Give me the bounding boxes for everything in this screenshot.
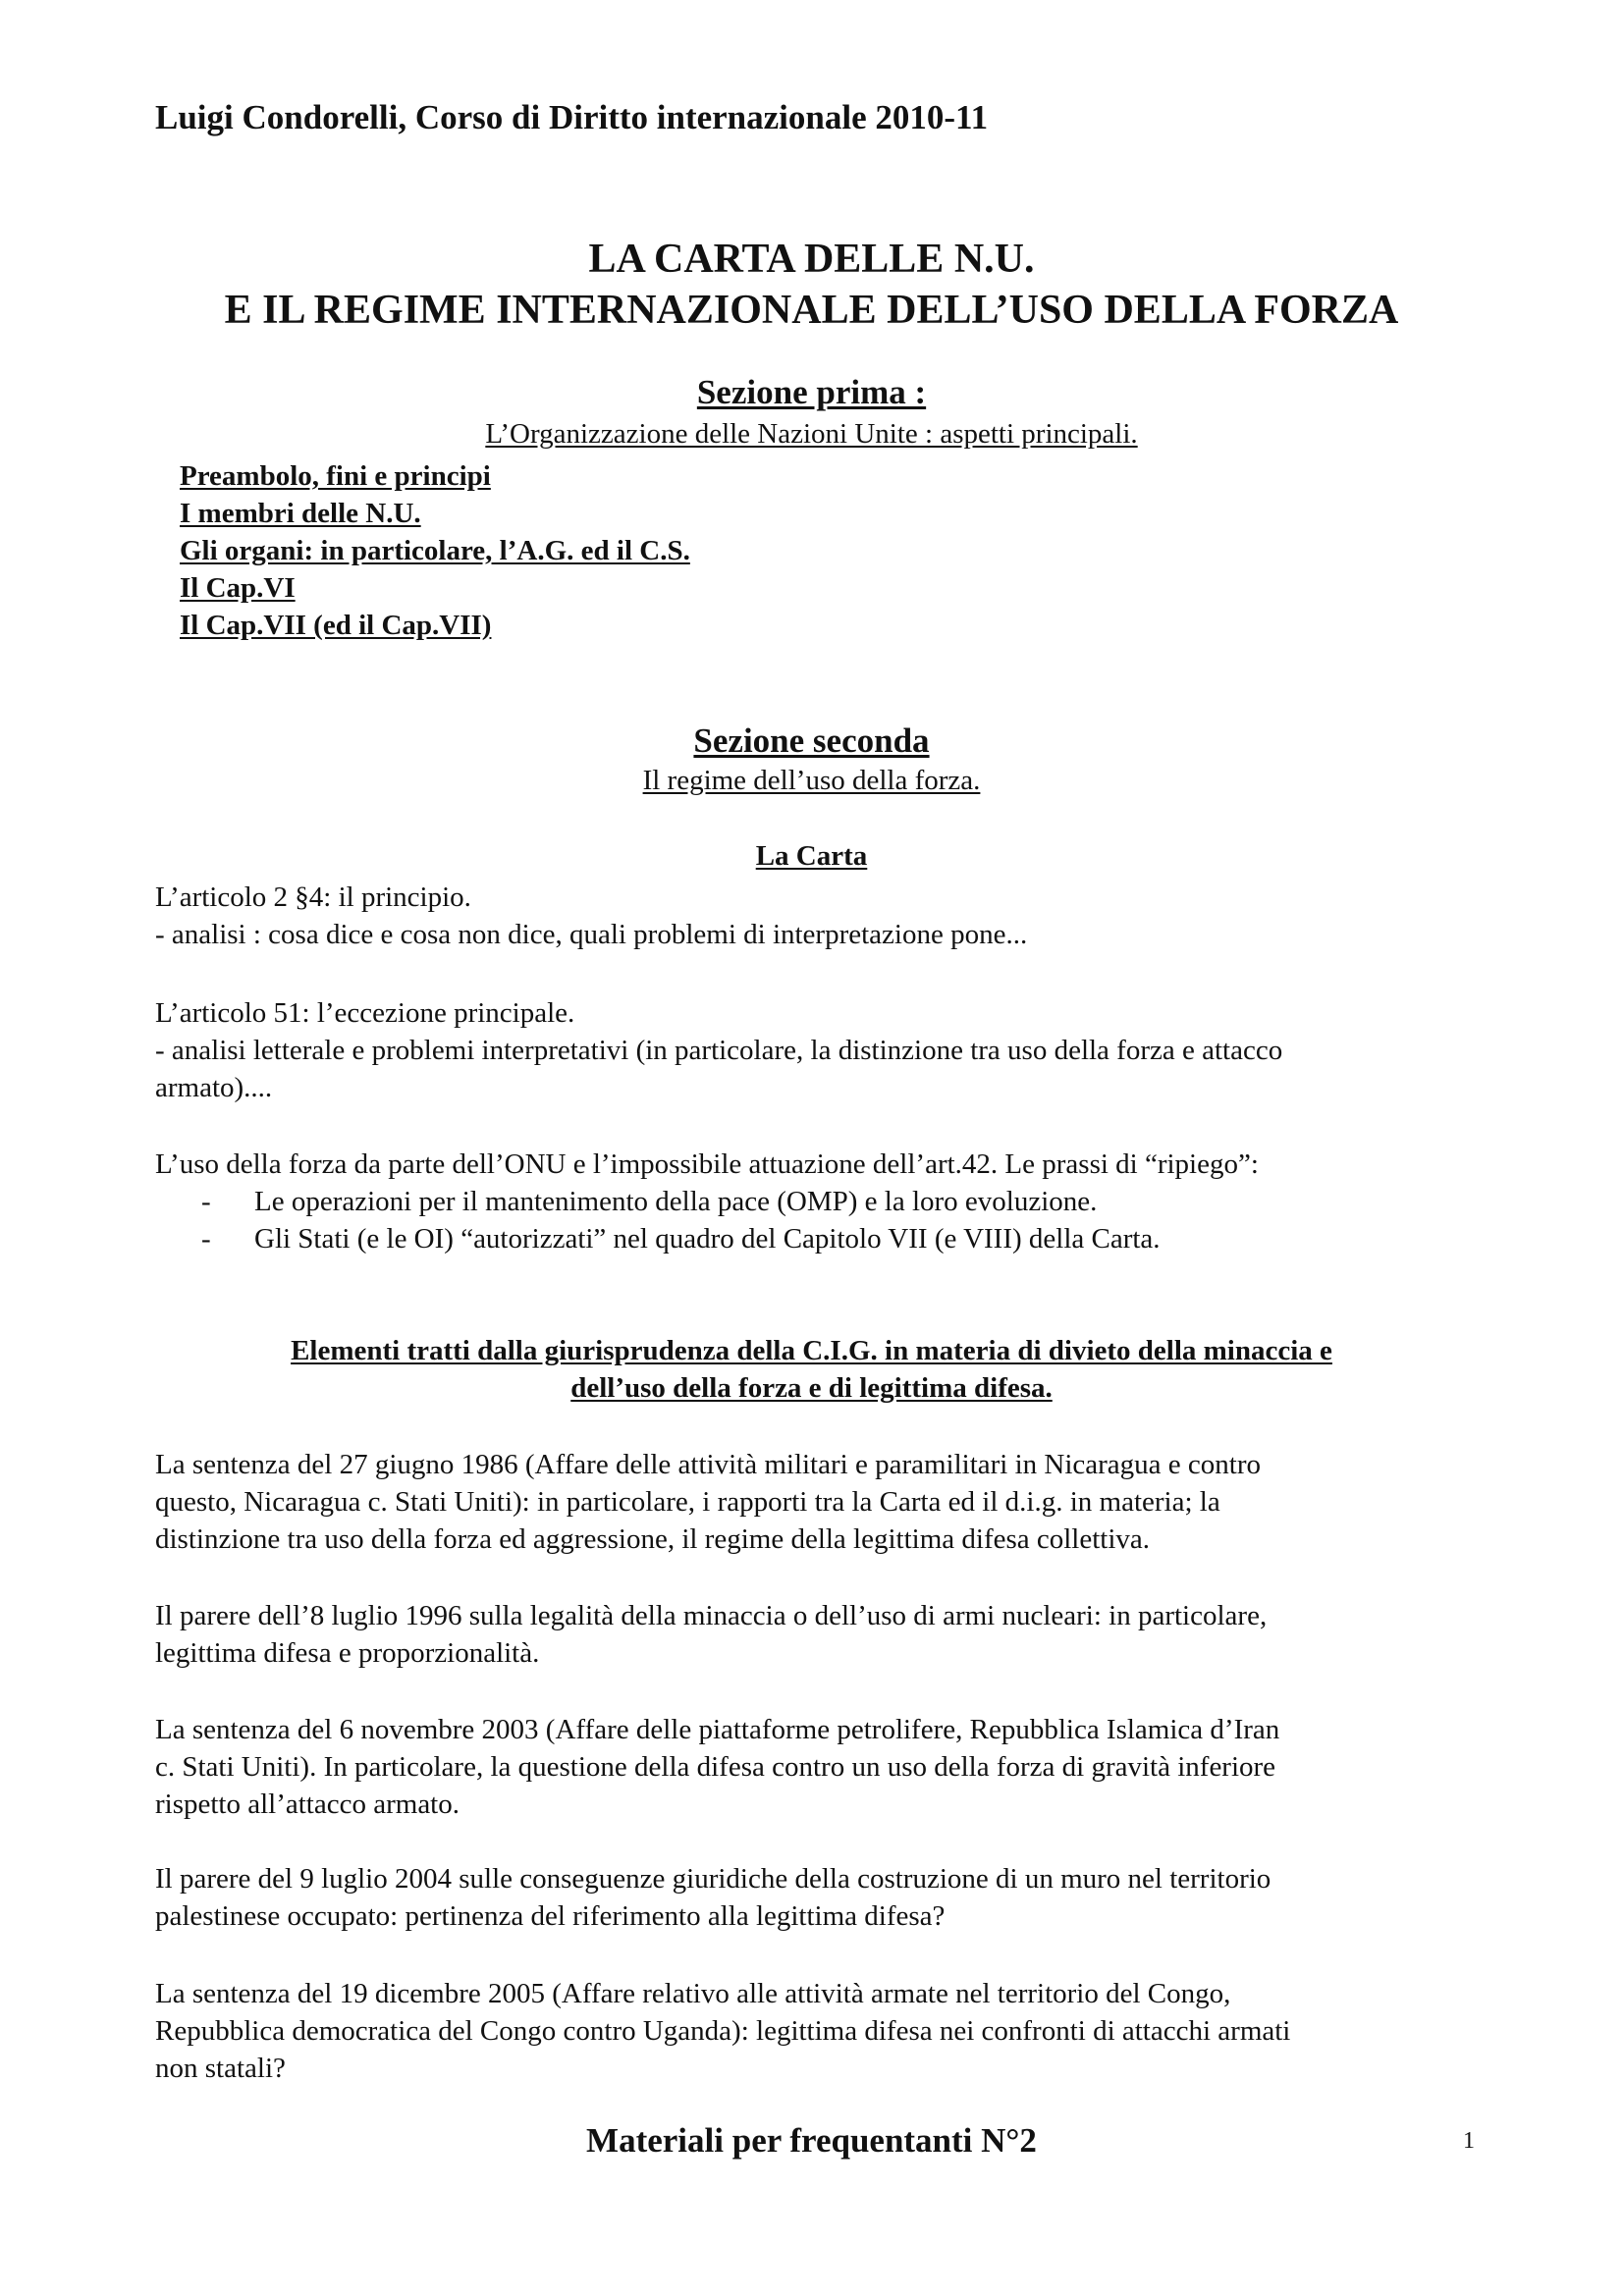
ripiego-list — [201, 1183, 1161, 1257]
cig-paragraph-2004 — [155, 1860, 1476, 1935]
section-1-subtitle: L’Organizzazione delle Nazioni Unite : aspetti principali. — [485, 418, 1138, 450]
course-header: Luigi Condorelli, Corso di Diritto internazionale 2010-11 — [155, 98, 989, 136]
main-title-line-1: LA CARTA DELLE N.U. — [588, 237, 1035, 282]
text-line: La sentenza del 6 novembre 2003 (Affare delle piattaforme petrolifere, Repubblica Islamica d’Iran — [155, 1714, 1280, 1745]
main-title — [0, 234, 1623, 336]
topic-item: Gli organi: in particolare, l’A.G. ed il C.S. — [180, 535, 690, 566]
text-line: La sentenza del 27 giugno 1986 (Affare delle attività militari e paramilitari in Nicaragua e contro — [155, 1449, 1262, 1480]
article-51-analysis: - analisi letterale e problemi interpretativi (in particolare, la distinzione tra uso della forza e attacco — [155, 1035, 1283, 1066]
cig-paragraph-1996 — [155, 1597, 1476, 1672]
text-line: non statali? — [155, 2053, 286, 2084]
topic-item: Preambolo, fini e principi — [180, 460, 491, 492]
onu-force-line: L’uso della forza da parte dell’ONU e l’impossibile attuazione dell’art.42. Le prassi di “ripiego”: — [155, 1148, 1259, 1180]
section-1-topic-list — [180, 457, 690, 644]
text-line: palestinese occupato: pertinenza del riferimento alla legittima difesa? — [155, 1900, 946, 1932]
text-line: Il parere del 9 luglio 2004 sulle conseguenze giuridiche della costruzione di un muro nel territorio — [155, 1863, 1271, 1895]
topic-item: Il Cap.VII (ed il Cap.VII) — [180, 610, 492, 641]
article-2-block — [155, 879, 1476, 953]
cig-heading-line-1: Elementi tratti dalla giurisprudenza della C.I.G. in materia di divieto della minaccia e — [291, 1335, 1332, 1366]
cig-heading — [0, 1332, 1623, 1407]
article-51-analysis-cont: armato).... — [155, 1072, 273, 1103]
list-item-text: Le operazioni per il mantenimento della pace (OMP) e la loro evoluzione. — [254, 1186, 1098, 1217]
cig-paragraph-2005 — [155, 1975, 1476, 2087]
topic-item: Il Cap.VI — [180, 572, 296, 604]
text-line: Il parere dell’8 luglio 1996 sulla legalità della minaccia o dell’uso di armi nucleari: in particolare, — [155, 1600, 1268, 1631]
text-line: c. Stati Uniti). In particolare, la questione della difesa contro un uso della forza di gravità inferiore — [155, 1751, 1276, 1783]
text-line: legittima difesa e proporzionalità. — [155, 1637, 540, 1669]
article-2-line: L’articolo 2 §4: il principio. — [155, 881, 471, 913]
text-line: Repubblica democratica del Congo contro Uganda): legittima difesa nei confronti di attacchi armati — [155, 2015, 1291, 2047]
article-2-analysis: - analisi : cosa dice e cosa non dice, quali problemi di interpretazione pone... — [155, 919, 1028, 950]
list-item-text: Gli Stati (e le OI) “autorizzati” nel quadro del Capitolo VII (e VIII) della Carta. — [254, 1223, 1161, 1255]
cig-paragraph-2003 — [155, 1711, 1476, 1823]
footer-title: Materiali per frequentanti N°2 — [586, 2121, 1037, 2160]
text-line: rispetto all’attacco armato. — [155, 1789, 460, 1820]
dash-bullet: - — [201, 1223, 211, 1255]
text-line: questo, Nicaragua c. Stati Uniti): in particolare, i rapporti tra la Carta ed il d.i.g. in materia; la — [155, 1486, 1220, 1518]
text-line: La sentenza del 19 dicembre 2005 (Affare relativo alle attività armate nel territorio del Congo, — [155, 1978, 1231, 2009]
cig-heading-line-2: dell’uso della forza e di legittima difesa. — [570, 1372, 1053, 1404]
section-2-subtitle: Il regime dell’uso della forza. — [642, 765, 981, 796]
topic-item: I membri delle N.U. — [180, 498, 421, 529]
cig-paragraph-1986 — [155, 1446, 1476, 1558]
list-item — [201, 1220, 1161, 1257]
section-2-title: Sezione seconda — [693, 721, 930, 760]
dash-bullet: - — [201, 1186, 211, 1217]
list-item — [201, 1183, 1161, 1220]
la-carta-heading: La Carta — [755, 840, 868, 872]
page-number: 1 — [1463, 2128, 1475, 2154]
section-1-title: Sezione prima : — [696, 373, 927, 411]
text-line: distinzione tra uso della forza ed aggressione, il regime della legittima difesa collettiva. — [155, 1523, 1151, 1555]
article-51-block — [155, 994, 1476, 1106]
article-51-line: L’articolo 51: l’eccezione principale. — [155, 997, 575, 1029]
main-title-line-2: E IL REGIME INTERNAZIONALE DELL’USO DELLA FORZA — [224, 288, 1399, 333]
